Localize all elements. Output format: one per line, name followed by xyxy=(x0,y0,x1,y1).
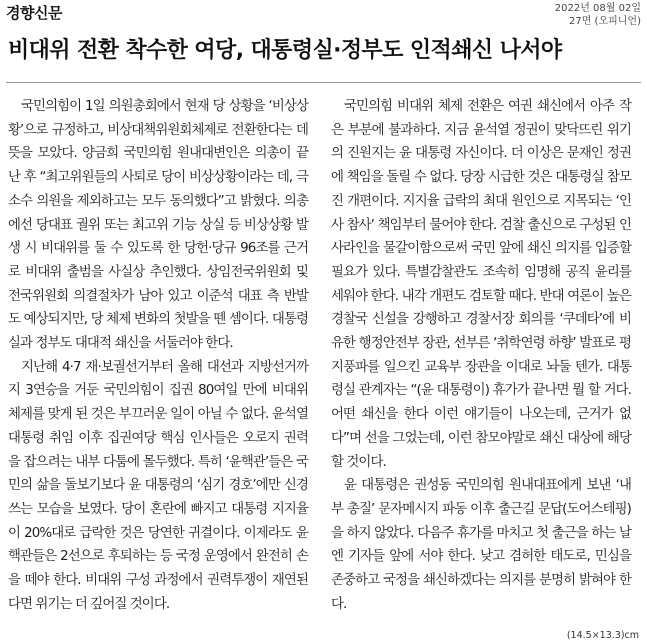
paragraph: 국민의힘이 1일 의원총회에서 현재 당 상황을 ‘비상상황’으로 규정하고, 비상대책위원회체제로 전환한다는 데 뜻을 모았다. 양금희 국민의힘 원내대변인은 의총이 끝난 후 “최고위원들의 사퇴로 당이 비상상황이라는 데, 극소수 의원을 제외하고는 모두 동의했다”고 밝혔다. 의총에선 당대표 궐위 또는 최고위 기능 상실 등 비상상황 발생 시 비대위를 둘 수 있도록 한 당헌·당규 96조를 근거로 비대위 출범을 사실상 추인했다. 상임전국위원회 및 전국위원회 의결절차가 남아 있고 이준석 대표 측 반발도 예상되지만, 당 체제 변화의 첫발을 뗀 셈이다. 대통령실과 정부도 대대적 쇄신을 서둘러야 한다. xyxy=(8,99,308,352)
publish-date: 2022년 08월 02일 xyxy=(554,3,641,14)
paragraph: 윤 대통령은 권성동 국민의힘 원내대표에게 보낸 ‘내부 총질’ 문자메시지 파동 이후 출근길 문답(도어스테핑)을 하지 않았다. 다음주 휴가를 마치고 첫 출근을 하는 날엔 기자들 앞에 서야 한다. 낮고 겸허한 태도로, 민심을 존중하고 국정을 쇄신하겠다는 의지를 분명히 밝혀야 한다. xyxy=(331,478,631,612)
clipping-size-note: (14.5×13.3)cm xyxy=(566,630,639,641)
page-section: 27면 (오피니언) xyxy=(568,16,641,27)
article-meta xyxy=(555,2,641,28)
right-column xyxy=(331,95,631,616)
headline-divider xyxy=(6,82,641,83)
left-column xyxy=(8,95,308,616)
paragraph: 국민의힘 비대위 체제 전환은 여권 쇄신에서 아주 작은 부분에 불과하다. 지금 윤석열 정권이 맞닥뜨린 위기의 진원지는 윤 대통령 자신이다. 더 이상은 문재인 정권에 책임을 돌릴 수 없다. 당장 시급한 것은 대통령실 참모진 개편이다. 지지율 급락의 최대 원인으로 지목되는 ‘인사 참사’ 책임부터 물어야 한다. 검찰 출신으로 구성된 인사라인을 물갈이함으로써 국민 앞에 쇄신 의지를 입증할 필요가 있다. 특별감찰관도 조속히 임명해 공직 윤리를 세워야 한다. 내각 개편도 검토할 때다. 반대 여론이 높은 경찰국 신설을 강행하고 경찰서장 회의를 ‘쿠데타’에 비유한 행정안전부 장관, 선부른 ‘취학연령 하향’ 발표로 평지풍파를 일으킨 교육부 장관을 이대로 놔둘 텐가. 대통령실 관계자는 “(윤 대통령이) 휴가가 끝나면 뭘 할 거다. 어떤 쇄신을 한다 이런 얘기들이 나오는데, 근거가 없다”며 선을 그었는데, 이런 참모야말로 쇄신 대상에 해당할 것이다. xyxy=(331,99,631,470)
newspaper-masthead: 경향신문 xyxy=(6,4,62,22)
paragraph: 지난해 4·7 재·보궐선거부터 올해 대선과 지방선거까지 3연승을 거둔 국민의힘이 집권 80여일 만에 비대위 체제를 맞게 된 것은 부끄러운 일이 아닐 수 없다. 윤석열 대통령 취임 이후 집권여당 핵심 인사들은 오로지 권력을 잡으려는 내부 다툼에 몰두했다. 특히 ‘윤핵관’들은 국민의 삶을 돌보기보다 윤 대통령의 ‘심기 경호’에만 신경쓰는 모습을 보였다. 당이 혼란에 빠지고 대통령 지지율이 20%대로 급락한 것은 당연한 귀결이다. 이제라도 윤핵관들은 2선으로 후퇴하는 등 국정 운영에서 완전히 손을 떼야 한다. 비대위 구성 과정에서 권력투쟁이 재연된다면 위기는 더 깊어질 것이다. xyxy=(8,359,308,612)
editorial-headline: 비대위 전환 착수한 여당, 대통령실·정부도 인적쇄신 나서야 xyxy=(8,38,562,63)
